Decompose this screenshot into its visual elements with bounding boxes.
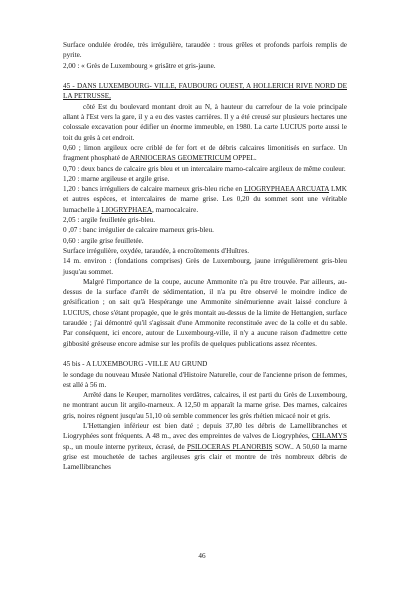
paragraph-limon-argileux — [63, 143, 347, 164]
page-number: 46 — [198, 552, 206, 560]
taxon-name: ARNIOCERAS GEOMETRICUM — [129, 154, 232, 163]
spacer — [63, 349, 347, 359]
paragraph-cote-est: côté Est du boulevard montant droit au N, à hauteur du carrefour de la voie principale allant à l'Est vers la gare, il y a eu des vastes carrières. Il y a été creusé sur plusieurs hectares une colossale excavation pour édifier un énorme immeuble, en 1980. La carte LUCIUS porte aussi le toit du grès à cet endroit. — [63, 102, 347, 142]
paragraph-bancs-irreguliers — [63, 184, 347, 215]
paragraph-argile-grise: 0,60 : argile grise feuilletée. — [63, 236, 144, 245]
text-run: LMK et autres espèces, et intercalaires de marne grise. Les 0,20 du sommet sont une véritable lumachelle à — [63, 185, 347, 214]
paragraph-argile-feuilletee: 2,05 : argile feuilletée gris-bleu. — [63, 216, 156, 225]
page-body — [63, 40, 347, 472]
paragraph-banc-irregulier: 0 ,07 : banc irrégulier de calcaire marneux gris-bleu. — [63, 226, 214, 235]
paragraph-hettangien — [63, 421, 347, 472]
taxon-name: CHLAMYS — [311, 432, 347, 441]
taxon-name: LIOGRYPHAEA ARCUATA — [244, 185, 330, 194]
paragraph-marne-argileuse: 1,20 : marne argileuse et argile grise. — [63, 174, 170, 183]
paragraph-malgre: Malgré l'importance de la coupe, aucune Ammonite n'a pu être trouvée. Par ailleurs, au-dessus de la surface d'arrêt de sédimentation, il n'a pu être observé le moindre indice de grésification ; on sait qu'à Hespérange une Ammonite sinémurienne avait laissé conclure à LUCIUS, chose s'étant propagée, que le grès montait au-dessus de la limite de Hettangien, surface taraudée ; j'ai démontré qu'il s'agissait d'une Ammonite reconstituée avec de la colle et du sable. Par conséquent, ici encore, autour de Luxembourg-ville, il n'y a aucune raison d'admettre cette gibbosité gréseuse encore admise sur les profils de quelques publications assez récentes. — [63, 277, 347, 348]
taxon-name: LIOGRYPHAEA — [101, 205, 153, 214]
text-run: 0,60 ; limon argileux ocre criblé de fer fort et de débris calcaires limonitisés en surface. Un fragment phosphaté de — [63, 143, 347, 163]
spacer — [63, 71, 347, 81]
taxon-name: PSILOCERAS PLANORBIS — [187, 442, 273, 451]
text-run: OPPEL. — [231, 154, 257, 163]
paragraph-surface-ondulee: Surface ondulée érodée, très irrégulière, taraudée : trous grêles et profonds parfois remplis de pyrite. — [63, 41, 347, 60]
text-run: sp., un moule interne pyriteux, écrasé, de — [63, 442, 188, 451]
paragraph-arrete: Arrêté dans le Keuper, marnolites verdâtres, calcaires, il est parti du Grès de Luxembourg, ne montrant aucun lit argilo-marneux. A 12,50 m apparaît la marne grise. Des marnes, calcaires gris, noires régnent jusqu'au 51,10 où semble commencer les grès rhétien micacé noir et gris. — [63, 391, 347, 420]
text-run: L'Hettangien inférieur est bien daté ; depuis 37,80 les débris de Lamellibranches et Liogryphées sont fréquents. A 48 m., avec des empreintes de valves de Liogryphées, — [63, 421, 347, 441]
paragraph-surface-irreguliere: Surface irrégulière, oxydée, taraudée, à encroûtements d'Huîtres. — [63, 246, 250, 255]
text-run: , marnocalcaire. — [152, 205, 199, 214]
paragraph-gres-luxembourg: 2,00 : « Grès de Luxembourg » grisâtre et gris-jaune. — [63, 61, 216, 70]
paragraph-deux-bancs: 0,70 : deux bancs de calcaire gris bleu et un intercalaire marno-calcaire argileux de même couleur. — [63, 164, 346, 173]
section-heading-45: 45 - DANS LUXEMBOURG- VILLE, FAUBOURG OUEST, A HOLLERICH RIVE NORD DE LA PETRUSSE, — [63, 82, 347, 101]
section-heading-45-bis: 45 bis - A LUXEMBOURG -VILLE AU GRUND — [63, 360, 208, 369]
paragraph-sondage: le sondage du nouveau Musée National d'Histoire Naturelle, cour de l'ancienne prison de femmes, est allé à 56 m. — [63, 370, 347, 389]
paragraph-14m: 14 m. environ : (fondations comprises) Grès de Luxembourg, jaune irrégulièrement gris-bleu jusqu'au sommet. — [63, 257, 347, 276]
text-run: 1,20 : bancs irréguliers de calcaire marneux gris-bleu riche en — [63, 185, 245, 194]
text-run: SOW.. A 50,60 la marne grise est mouchetée de taches argileuses gris clair et montre de très nombreux débris de Lamellibranches — [63, 442, 347, 472]
